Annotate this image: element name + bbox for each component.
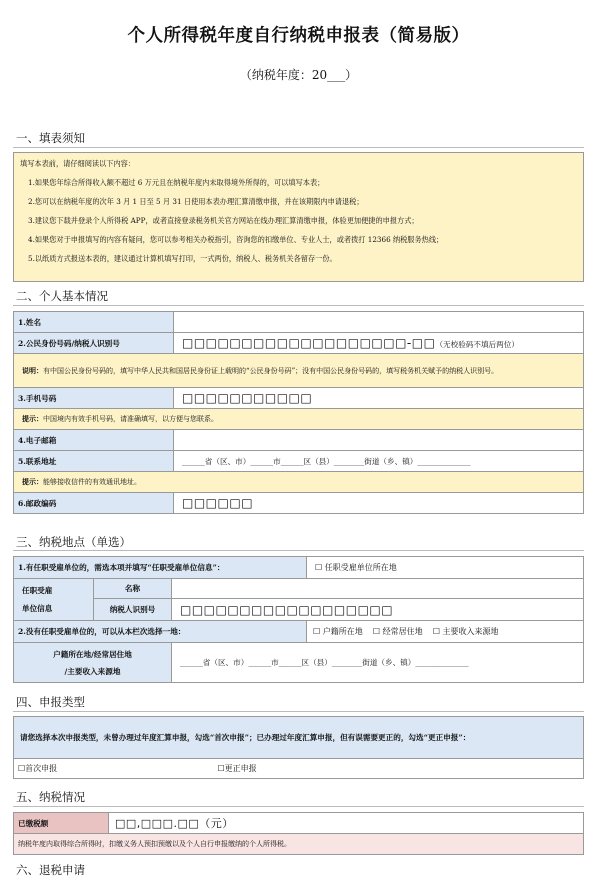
section-divider [13, 147, 584, 148]
household-register-checkbox[interactable]: ☐ 户籍所在地 [313, 627, 363, 636]
phone-tip-text: 中国境内有效手机号码，请准确填写，以方便与您联系。 [43, 415, 218, 423]
id-note-prefix: 说明： [22, 365, 43, 375]
section-heading-declaration: 四、申报类型 [16, 695, 85, 709]
id-field[interactable] [174, 333, 584, 354]
unit-name-label: 名称 [94, 579, 172, 599]
first-declaration-checkbox[interactable]: ☐首次申报 [14, 759, 214, 779]
id-boxes: □□□□□□□□□□□□□□□□□□□-□□ [182, 336, 436, 350]
main-income-source-checkbox[interactable]: ☐ 主要收入来源地 [432, 627, 499, 636]
address-label: 5.联系地址 [14, 451, 174, 472]
notice-item: 1.如果您年综合所得收入额不超过 6 万元且在纳税年度内未取得境外所得的，可以填写本表； [28, 178, 325, 187]
postcode-label: 6.邮政编码 [14, 493, 174, 514]
id-note [14, 354, 584, 388]
notice-item: 2.您可以在纳税年度的次年 3 月 1 日至 5 月 31 日使用本表办理汇算清缴申报，并在该期限内申请退税； [28, 197, 364, 206]
tax-paid-field[interactable] [109, 813, 584, 834]
postcode-boxes: □□□□□□ [182, 496, 254, 510]
section-divider [13, 806, 584, 807]
section-heading-notice: 一、填表须知 [16, 131, 85, 145]
tax-paid-note: 纳税年度内取得综合所得时，扣缴义务人预扣预缴以及个人自行申报缴纳的个人所得税。 [14, 834, 584, 855]
section-divider [13, 305, 584, 306]
phone-boxes: □□□□□□□□□□□ [182, 391, 313, 405]
habitual-residence-checkbox[interactable]: ☐ 经常居住地 [372, 627, 423, 636]
residence-address-field[interactable]: ______省（区、市）______市______区（县）________街道（乡、镇）______________ [172, 643, 584, 683]
correction-declaration-checkbox[interactable]: ☐更正申报 [214, 759, 584, 779]
name-field[interactable] [174, 312, 584, 333]
employer-location-checkbox[interactable]: ☐ 任职受雇单位所在地 [307, 557, 584, 579]
email-label: 4.电子邮箱 [14, 430, 174, 451]
tax-status-table [13, 812, 584, 855]
tax-place-table [13, 556, 584, 683]
declaration-type-table [13, 716, 584, 779]
unit-info-label: 任职受雇 单位信息 [14, 579, 94, 621]
address-tip-prefix: 提示： [22, 477, 43, 486]
declaration-instruction: 请您选择本次申报类型，未曾办理过年度汇算申报，勾选“首次申报”；已办理过年度汇算申报，但有误需要更正的，勾选“更正申报”： [14, 717, 584, 759]
unit-id-label: 纳税人识别号 [94, 599, 172, 621]
notice-item: 3.建议您下载并登录个人所得税 APP，或者直接登录税务机关官方网站在线办理汇算清缴申报，体验更加便捷的申报方式； [28, 216, 419, 225]
tax-paid-label: 已缴税额 [14, 813, 109, 834]
section-heading-refund: 六、退税申请 [16, 863, 85, 877]
place-option2-choices [307, 621, 584, 643]
phone-field[interactable] [174, 388, 584, 409]
tax-paid-value: □□,□□□.□□（元） [115, 817, 234, 830]
basic-info-table [13, 311, 584, 514]
page-title: 个人所得税年度自行纳税申报表（简易版） [127, 26, 470, 46]
phone-label: 3.手机号码 [14, 388, 174, 409]
tax-year-subtitle: （纳税年度：20___） [239, 68, 358, 82]
section-divider [13, 711, 584, 712]
unit-name-field[interactable] [172, 579, 584, 599]
phone-tip [14, 409, 584, 430]
section-divider [13, 550, 584, 551]
id-label: 2.公民身份号码/纳税人识别号 [14, 333, 174, 354]
place-option2-label: 2.没有任职受雇单位的，可以从本栏次选择一地： [14, 621, 307, 643]
address-tip [14, 472, 584, 493]
email-field[interactable] [174, 430, 584, 451]
id-note-text: 有中国公民身份号码的，填写中华人民共和国居民身份证上载明的“公民身份号码”；没有中国公民身份号码的，填写税务机关赋予的纳税人识别号。 [43, 366, 499, 375]
place-option1-label: 1.有任职受雇单位的，需选本项并填写“任职受雇单位信息”： [14, 557, 307, 579]
id-hint: （无校验码不填后两位） [435, 340, 519, 349]
phone-tip-prefix: 提示： [22, 414, 43, 423]
name-label: 1.姓名 [14, 312, 174, 333]
notice-intro: 填写本表前，请仔细阅读以下内容： [20, 159, 136, 168]
notice-item: 5.以纸质方式报送本表的，建议通过计算机填写打印，一式两份，纳税人、税务机关各留存一份。 [28, 254, 337, 263]
section-heading-place: 三、纳税地点（单选） [16, 535, 131, 549]
unit-id-field[interactable] [172, 599, 584, 621]
unit-id-boxes: □□□□□□□□□□□□□□□□□□ [180, 602, 394, 617]
residence-label: 户籍所在地/经常居住地 /主要收入来源地 [14, 643, 172, 683]
notice-item: 4.如果您对于申报填写的内容有疑问，您可以参考相关办税指引，咨询您的扣缴单位、专业人士，或者拨打 12366 纳税服务热线； [28, 235, 444, 244]
section-heading-basic: 二、个人基本情况 [16, 289, 108, 303]
section-heading-tax: 五、纳税情况 [16, 790, 85, 804]
address-field[interactable]: ______省（区、市）______市______区（县）________街道（乡、镇）______________ [174, 451, 584, 472]
notice-box [13, 152, 584, 282]
postcode-field[interactable] [174, 493, 584, 514]
address-tip-text: 能够接收信件的有效通讯地址。 [43, 478, 141, 486]
